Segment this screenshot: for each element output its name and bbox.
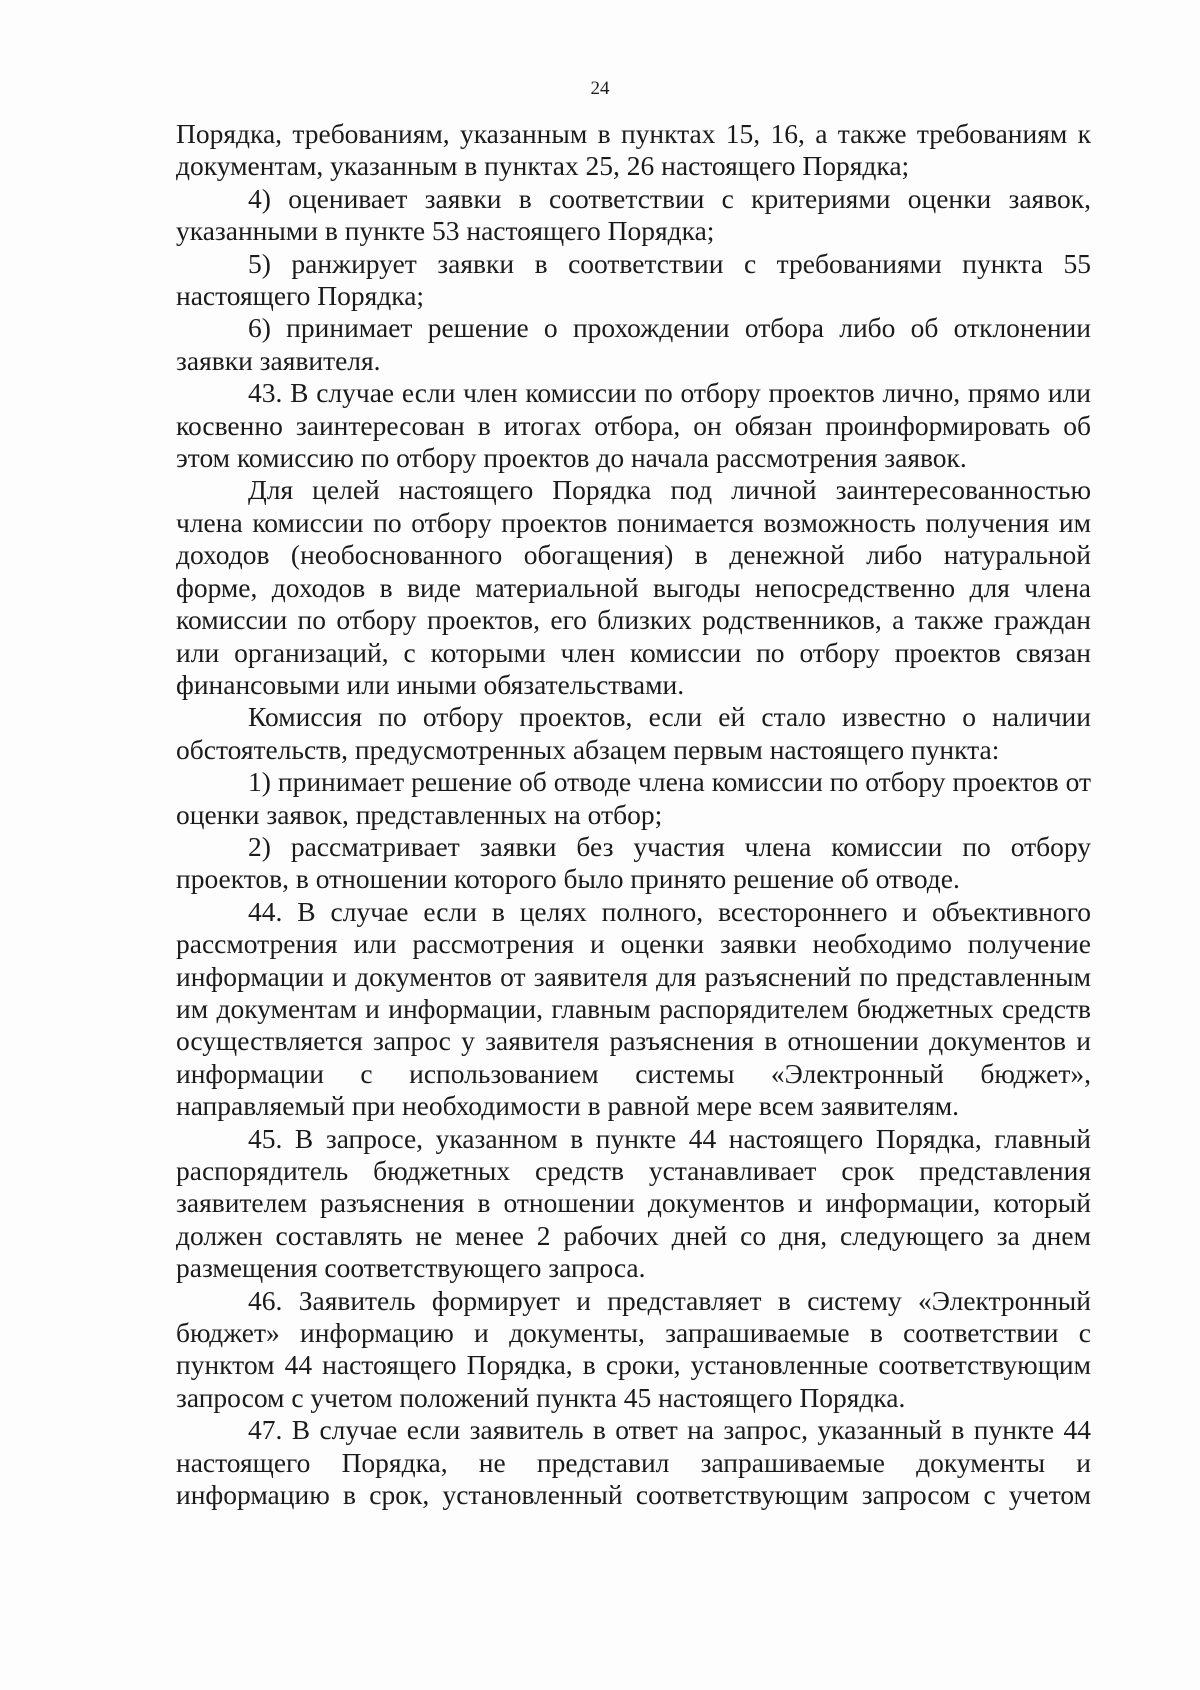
- paragraph-item-6: 6) принимает решение о прохождении отбора либо об отклонении заявки заявителя.: [176, 312, 1091, 376]
- paragraph-43-item-2: 2) рассматривает заявки без участия члена комиссии по отбору проектов, в отношении которого было принято решение об отводе.: [176, 830, 1091, 895]
- paragraph-44: 44. В случае если в целях полного, всестороннего и объективного рассмотрения или рассмотрения и оценки заявки необходимо получение информации и документов от заявителя для разъяснений по представленным им документам и информации, главным распорядителем бюджетных средств осуществляется запрос у заявителя разъяснения в отношении документов и информации с использованием системы «Электронный бюджет», направляемый при необходимости в равной мере всем заявителям.: [176, 895, 1091, 1122]
- paragraph-item-5: 5) ранжирует заявки в соответствии с требованиями пункта 55 настоящего Порядка;: [176, 247, 1091, 312]
- page-number: 24: [590, 78, 610, 99]
- paragraph-46: 46. Заявитель формирует и представляет в систему «Электронный бюджет» информацию и документы, запрашиваемые в соответствии с пунктом 44 настоящего Порядка, в сроки, установленные соответствующим запросом с учетом положений пункта 45 настоящего Порядка.: [176, 1284, 1091, 1413]
- paragraph-43-item-1: 1) принимает решение об отводе члена комиссии по отбору проектов от оценки заявок, представленных на отбор;: [176, 766, 1091, 830]
- paragraph-43-commission: Комиссия по отбору проектов, если ей стало известно о наличии обстоятельств, предусмотренных абзацем первым настоящего пункта:: [176, 701, 1091, 765]
- paragraph-item-4: 4) оценивает заявки в соответствии с критериями оценки заявок, указанными в пункте 53 настоящего Порядка;: [176, 182, 1091, 247]
- paragraph-43: 43. В случае если член комиссии по отбору проектов лично, прямо или косвенно заинтересован в итогах отбора, он обязан проинформировать об этом комиссию по отбору проектов до начала рассмотрения заявок.: [176, 377, 1091, 474]
- paragraph-47: 47. В случае если заявитель в ответ на запрос, указанный в пункте 44 настоящего Порядка, не представил запрашиваемые документы и информацию в срок, установленный соответствующим запросом с учетом: [176, 1414, 1091, 1511]
- paragraph-45: 45. В запросе, указанном в пункте 44 настоящего Порядка, главный распорядитель бюджетных средств устанавливает срок представления заявителем разъяснения в отношении документов и информации, который должен составлять не менее 2 рабочих дней со дня, следующего за днем размещения соответствующего запроса.: [176, 1122, 1091, 1284]
- paragraph-43-definition: Для целей настоящего Порядка под личной заинтересованностью члена комиссии по отбору проектов понимается возможность получения им доходов (необоснованного обогащения) в денежной либо натуральной форме, доходов в виде материальной выгоды непосредственно для члена комиссии по отбору проектов, его близких родственников, а также граждан или организаций, с которыми член комиссии по отбору проектов связан финансовыми или иными обязательствами.: [176, 474, 1091, 700]
- document-body: [176, 118, 1091, 1511]
- paragraph-continuation: Порядка, требованиям, указанным в пунктах 15, 16, а также требованиям к документам, указанным в пунктах 25, 26 настоящего Порядка;: [176, 118, 1091, 182]
